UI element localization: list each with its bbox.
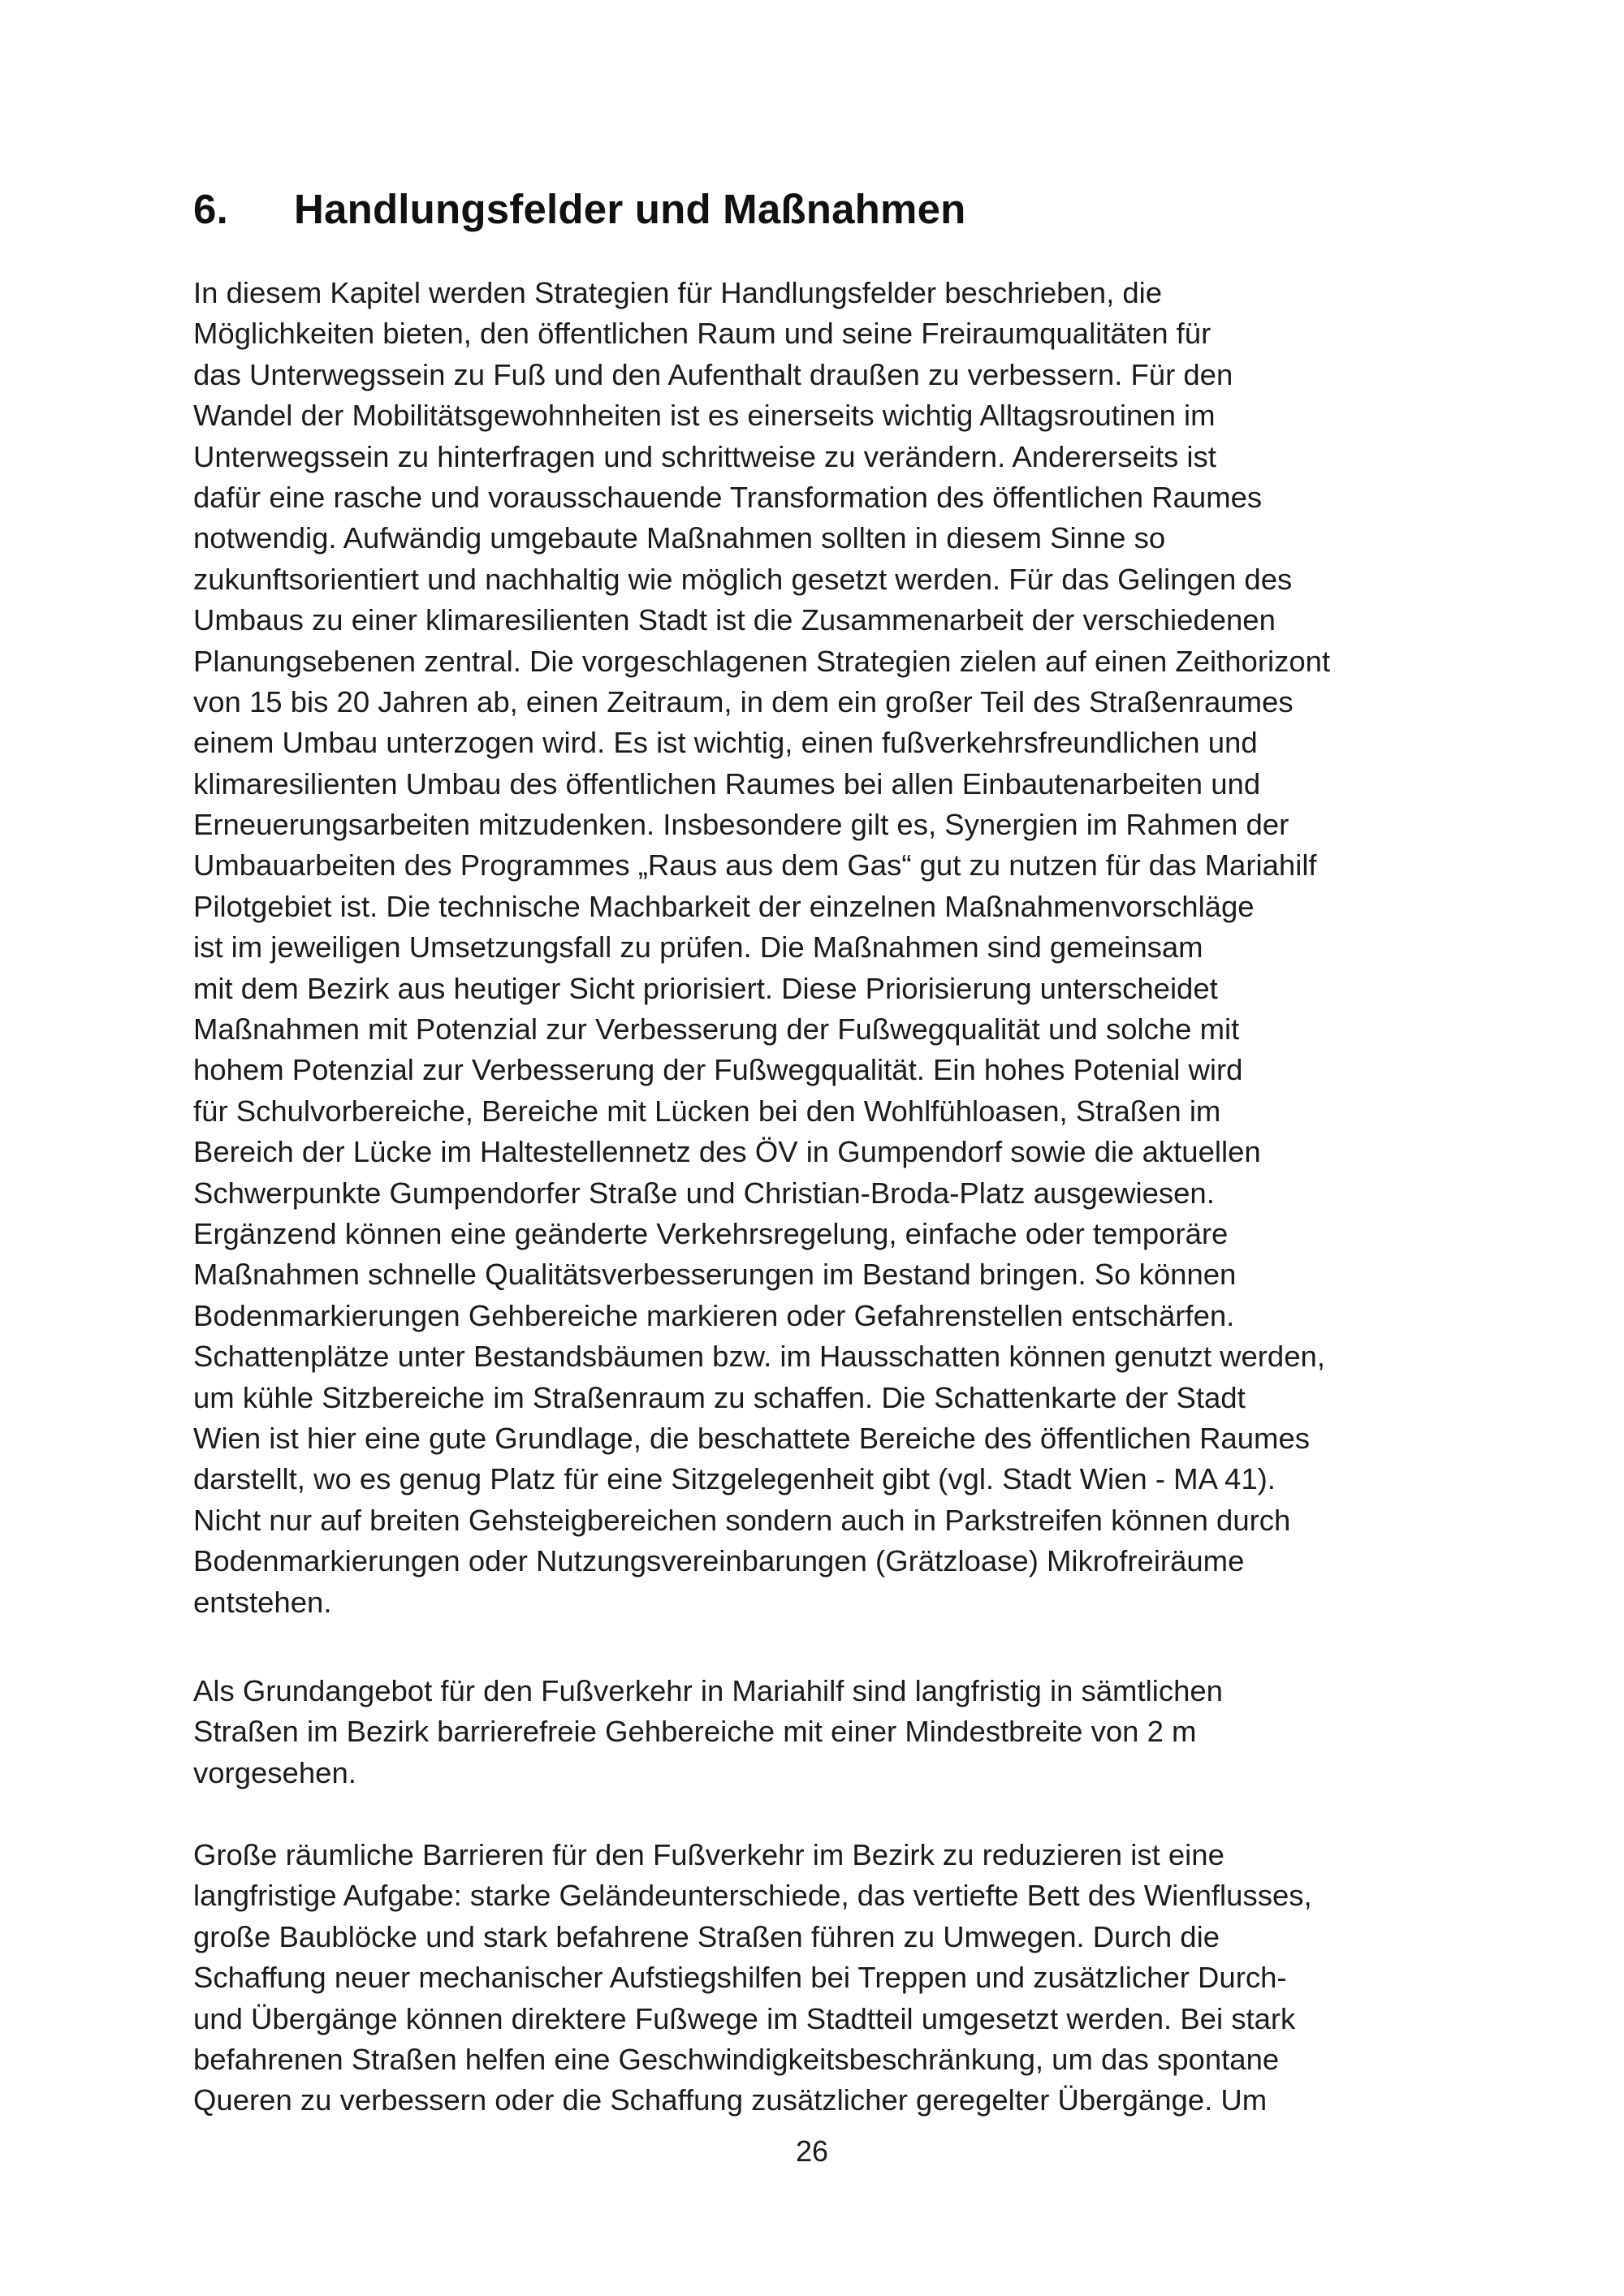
text-line: um kühle Sitzbereiche im Straßenraum zu schaffen. Die Schattenkarte der Stadt bbox=[193, 1380, 1246, 1414]
text-line: Maßnahmen schnelle Qualitätsverbesserungen im Bestand bringen. So können bbox=[193, 1258, 1237, 1292]
paragraph-barriers bbox=[193, 1835, 1460, 2121]
page-number: 26 bbox=[795, 2134, 829, 2168]
text-line: für Schulvorbereiche, Bereiche mit Lücken bei den Wohlfühloasen, Straßen im bbox=[193, 1094, 1221, 1128]
text-line: Queren zu verbessern oder die Schaffung zusätzlicher geregelter Übergänge. Um bbox=[193, 2083, 1268, 2117]
text-line: In diesem Kapitel werden Strategien für Handlungsfelder beschrieben, die bbox=[193, 276, 1163, 309]
text-line: Unterwegssein zu hinterfragen und schrittweise zu verändern. Andererseits ist bbox=[193, 439, 1216, 473]
text-line: das Unterwegssein zu Fuß und den Aufenthalt draußen zu verbessern. Für den bbox=[193, 357, 1233, 391]
text-line: Bereich der Lücke im Haltestellennetz des ÖV in Gumpendorf sowie die aktuellen bbox=[193, 1135, 1261, 1169]
text-line: vorgesehen. bbox=[193, 1755, 356, 1789]
paragraph-intro bbox=[193, 273, 1460, 1623]
text-line: Umbauarbeiten des Programmes „Raus aus dem Gas“ gut zu nutzen für das Mariahilf bbox=[193, 848, 1317, 883]
text-line: Schaffung neuer mechanischer Aufstiegshilfen bei Treppen und zusätzlicher Durch- bbox=[193, 1961, 1287, 1995]
text-line: mit dem Bezirk aus heutiger Sicht priorisiert. Diese Priorisierung unterscheidet bbox=[193, 971, 1218, 1005]
text-line: Nicht nur auf breiten Gehsteigbereichen sondern auch in Parkstreifen können durch bbox=[193, 1503, 1291, 1537]
text-line: Schwerpunkte Gumpendorfer Straße und Christian-Broda-Platz ausgewiesen. bbox=[193, 1176, 1215, 1210]
text-line: einem Umbau unterzogen wird. Es ist wichtig, einen fußverkehrsfreundlichen und bbox=[193, 726, 1258, 760]
text-line: darstellt, wo es genug Platz für eine Sitzgelegenheit gibt (vgl. Stadt Wien - MA 41). bbox=[193, 1462, 1276, 1496]
text-line: befahrenen Straßen helfen eine Geschwindigkeitsbeschränkung, um das spontane bbox=[193, 2042, 1280, 2076]
text-line: Große räumliche Barrieren für den Fußverkehr im Bezirk zu reduzieren ist eine bbox=[193, 1838, 1224, 1871]
text-line: und Übergänge können direktere Fußwege im Stadtteil umgesetzt werden. Bei stark bbox=[193, 2001, 1296, 2035]
text-line: Umbaus zu einer klimaresilienten Stadt ist die Zusammenarbeit der verschiedenen bbox=[193, 603, 1276, 637]
text-line: hohem Potenzial zur Verbesserung der Fußwegqualität. Ein hohes Potenial wird bbox=[193, 1053, 1243, 1087]
text-line: von 15 bis 20 Jahren ab, einen Zeitraum, in dem ein großer Teil des Straßenraumes bbox=[193, 684, 1294, 719]
text-line: Bodenmarkierungen oder Nutzungsvereinbarungen (Grätzloase) Mikrofreiräume bbox=[193, 1544, 1245, 1578]
text-line: Pilotgebiet ist. Die technische Machbarkeit der einzelnen Maßnahmenvorschläge bbox=[193, 889, 1255, 923]
text-line: Wien ist hier eine gute Grundlage, die beschattete Bereiche des öffentlichen Raumes bbox=[193, 1421, 1310, 1455]
text-line: dafür eine rasche und vorausschauende Transformation des öffentlichen Raumes bbox=[193, 480, 1263, 514]
text-line: Schattenplätze unter Bestandsbäumen bzw. im Hausschatten können genutzt werden, bbox=[193, 1340, 1325, 1374]
section-heading bbox=[193, 180, 1460, 239]
text-line: langfristige Aufgabe: starke Geländeunterschiede, das vertiefte Bett des Wienflusses, bbox=[193, 1879, 1312, 1913]
text-line: Straßen im Bezirk barrierefreie Gehbereiche mit einer Mindestbreite von 2 m bbox=[193, 1715, 1197, 1749]
text-line: zukunftsorientiert und nachhaltig wie möglich gesetzt werden. Für das Gelingen des bbox=[193, 562, 1293, 596]
text-line: Maßnahmen mit Potenzial zur Verbesserung der Fußwegqualität und solche mit bbox=[193, 1012, 1240, 1047]
text-line: Ergänzend können eine geänderte Verkehrsregelung, einfache oder temporäre bbox=[193, 1216, 1229, 1250]
text-line: große Baublöcke und stark befahrene Straßen führen zu Umwegen. Durch die bbox=[193, 1919, 1220, 1953]
section-number: 6. bbox=[193, 186, 228, 232]
text-line: Erneuerungsarbeiten mitzudenken. Insbesondere gilt es, Synergien im Rahmen der bbox=[193, 808, 1289, 842]
paragraph-basic-offer bbox=[193, 1671, 1460, 1793]
text-line: notwendig. Aufwändig umgebaute Maßnahmen sollten in diesem Sinne so bbox=[193, 521, 1166, 555]
text-line: Wandel der Mobilitätsgewohnheiten ist es einerseits wichtig Alltagsroutinen im bbox=[193, 399, 1216, 433]
text-line: Planungsebenen zentral. Die vorgeschlagenen Strategien zielen auf einen Zeithorizont bbox=[193, 644, 1331, 678]
section-title: Handlungsfelder und Maßnahmen bbox=[294, 186, 966, 232]
text-line: Als Grundangebot für den Fußverkehr in Mariahilf sind langfristig in sämtlichen bbox=[193, 1674, 1223, 1707]
text-line: ist im jeweiligen Umsetzungsfall zu prüfen. Die Maßnahmen sind gemeinsam bbox=[193, 930, 1203, 965]
text-line: klimaresilienten Umbau des öffentlichen Raumes bei allen Einbautenarbeiten und bbox=[193, 766, 1261, 801]
text-line: entstehen. bbox=[193, 1585, 332, 1619]
text-line: Bodenmarkierungen Gehbereiche markieren oder Gefahrenstellen entschärfen. bbox=[193, 1298, 1235, 1332]
text-line: Möglichkeiten bieten, den öffentlichen Raum und seine Freiraumqualitäten für bbox=[193, 317, 1212, 351]
